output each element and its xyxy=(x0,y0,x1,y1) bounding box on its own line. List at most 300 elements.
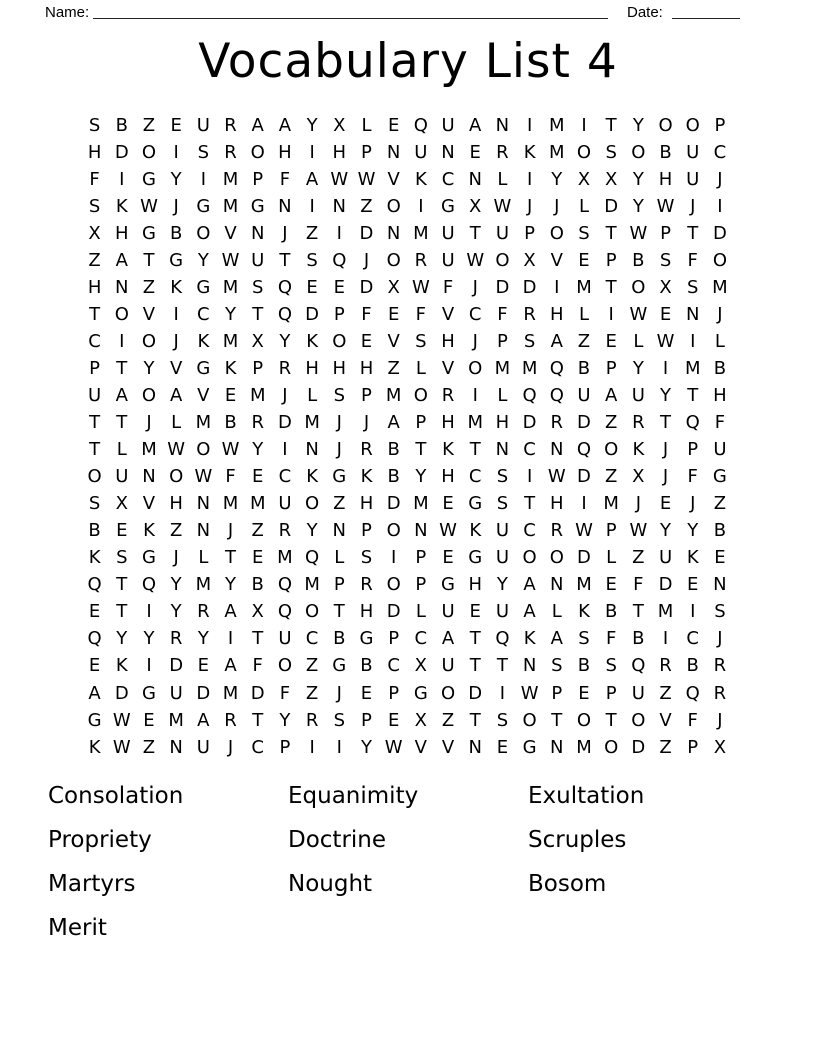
grid-cell: B xyxy=(577,655,591,677)
grid-cell: N xyxy=(196,520,211,542)
grid-cell: J xyxy=(526,195,533,217)
grid-cell: U xyxy=(658,547,673,569)
grid-cell: O xyxy=(386,574,401,596)
grid-cell: Q xyxy=(495,628,510,650)
grid-cell: I xyxy=(526,168,533,190)
grid-cell: R xyxy=(550,412,564,434)
grid-cell: E xyxy=(143,709,155,731)
grid-cell: E xyxy=(469,141,481,163)
grid-cell: E xyxy=(605,330,617,352)
grid-cell: W xyxy=(112,709,131,731)
grid-cell: I xyxy=(499,682,506,704)
grid-cell: Y xyxy=(197,628,209,650)
grid-cell: U xyxy=(441,222,455,244)
grid-cell: D xyxy=(631,736,646,758)
grid-cell: E xyxy=(387,114,400,136)
grid-cell: Q xyxy=(87,628,102,650)
grid-cell: A xyxy=(441,628,455,650)
grid-cell: U xyxy=(88,384,102,406)
grid-cell: P xyxy=(252,168,264,190)
grid-cell: R xyxy=(360,439,373,461)
grid-cell: S xyxy=(333,384,345,406)
grid-cell: N xyxy=(115,276,129,298)
grid-cell: N xyxy=(550,574,564,596)
grid-cell: O xyxy=(196,222,211,244)
grid-cell: Q xyxy=(549,357,564,379)
grid-cell: N xyxy=(685,303,700,325)
grid-cell: Q xyxy=(141,574,157,596)
grid-cell: D xyxy=(712,222,727,244)
grid-cell: T xyxy=(225,547,237,569)
grid-cell: Y xyxy=(116,628,128,650)
grid-cell: I xyxy=(554,276,560,298)
grid-cell: A xyxy=(169,384,183,406)
grid-cell: F xyxy=(442,276,454,298)
grid-cell: G xyxy=(141,168,156,190)
grid-cell: I xyxy=(581,493,587,515)
grid-cell: L xyxy=(497,384,508,406)
grid-cell: P xyxy=(388,628,400,650)
grid-cell: S xyxy=(252,276,264,298)
grid-cell: F xyxy=(279,682,291,704)
grid-cell: X xyxy=(659,276,672,298)
grid-cell: A xyxy=(115,384,128,406)
grid-cell: O xyxy=(549,222,564,244)
grid-cell: E xyxy=(170,114,182,136)
grid-cell: U xyxy=(441,655,455,677)
grid-cell: M xyxy=(222,168,239,190)
grid-cell: R xyxy=(659,655,672,677)
grid-cell: Y xyxy=(252,439,264,461)
grid-cell: B xyxy=(686,655,699,677)
grid-cell: A xyxy=(387,412,400,434)
grid-cell: X xyxy=(414,655,428,677)
grid-cell: W xyxy=(439,520,457,542)
grid-cell: Y xyxy=(660,384,672,406)
grid-cell: N xyxy=(196,493,211,515)
grid-cell: E xyxy=(252,547,264,569)
grid-cell: I xyxy=(690,601,696,623)
grid-cell: E xyxy=(306,276,318,298)
grid-cell: Y xyxy=(170,601,182,623)
grid-cell: Y xyxy=(170,168,182,190)
grid-cell: U xyxy=(196,736,210,758)
grid-cell: V xyxy=(197,384,210,406)
grid-cell: P xyxy=(415,574,427,596)
grid-cell: J xyxy=(554,195,560,217)
grid-cell: F xyxy=(279,168,291,190)
grid-cell: H xyxy=(359,357,374,379)
grid-cell: N xyxy=(305,439,319,461)
grid-cell: C xyxy=(468,466,482,488)
grid-cell: N xyxy=(414,520,428,542)
grid-cell: T xyxy=(116,357,128,379)
grid-cell: F xyxy=(633,574,644,596)
grid-cell: P xyxy=(687,439,699,461)
grid-cell: T xyxy=(143,249,155,271)
grid-cell: E xyxy=(88,601,101,623)
word-list-item: Doctrine xyxy=(288,827,387,853)
grid-cell: S xyxy=(659,249,672,271)
grid-cell: K xyxy=(360,466,373,488)
grid-cell: M xyxy=(222,682,239,704)
grid-cell: F xyxy=(714,412,726,434)
grid-cell: I xyxy=(200,168,206,190)
grid-cell: Y xyxy=(632,357,644,379)
grid-cell: E xyxy=(442,547,454,569)
grid-cell: L xyxy=(334,547,345,569)
grid-cell: Q xyxy=(413,114,428,136)
grid-cell: F xyxy=(687,249,698,271)
grid-cell: Y xyxy=(170,574,182,596)
grid-cell: L xyxy=(606,547,617,569)
grid-cell: K xyxy=(224,357,237,379)
grid-cell: G xyxy=(332,655,347,677)
grid-cell: J xyxy=(282,222,288,244)
grid-cell: C xyxy=(305,628,319,650)
word-list xyxy=(0,774,816,974)
grid-cell: W xyxy=(357,168,376,190)
grid-cell: J xyxy=(690,195,696,217)
grid-cell: J xyxy=(635,493,641,515)
grid-cell: N xyxy=(441,141,455,163)
grid-cell: W xyxy=(411,276,430,298)
grid-cell: I xyxy=(146,655,152,677)
grid-cell: Y xyxy=(660,520,672,542)
grid-cell: B xyxy=(632,628,645,650)
grid-cell: V xyxy=(387,168,400,190)
grid-cell: Q xyxy=(549,384,564,406)
grid-cell: M xyxy=(413,493,429,515)
grid-cell: L xyxy=(415,601,426,623)
grid-cell: H xyxy=(359,493,374,515)
grid-cell: M xyxy=(576,574,592,596)
grid-cell: K xyxy=(632,439,645,461)
grid-cell: H xyxy=(332,141,347,163)
grid-cell: J xyxy=(227,736,234,758)
grid-cell: T xyxy=(660,412,672,434)
grid-cell: V xyxy=(142,303,156,325)
grid-cell: Z xyxy=(387,357,400,379)
grid-cell: E xyxy=(197,655,210,677)
grid-cell: G xyxy=(332,466,347,488)
grid-cell: M xyxy=(222,195,239,217)
grid-cell: P xyxy=(415,412,427,434)
grid-cell: U xyxy=(577,384,591,406)
date-blank-line xyxy=(672,2,740,19)
grid-cell: T xyxy=(252,709,264,731)
grid-cell: N xyxy=(550,439,564,461)
grid-cell: I xyxy=(336,222,342,244)
grid-cell: O xyxy=(141,141,157,163)
grid-cell: Y xyxy=(496,574,508,596)
grid-cell: J xyxy=(363,249,370,271)
grid-cell: Q xyxy=(277,574,292,596)
grid-cell: Q xyxy=(685,412,700,434)
grid-cell: D xyxy=(196,682,211,704)
grid-cell: O xyxy=(495,249,510,271)
grid-cell: O xyxy=(386,520,401,542)
grid-cell: H xyxy=(550,493,564,515)
grid-cell: P xyxy=(279,736,291,758)
grid-cell: I xyxy=(690,330,696,352)
grid-cell: W xyxy=(167,439,186,461)
grid-cell: E xyxy=(252,466,264,488)
grid-cell: P xyxy=(524,222,536,244)
grid-cell: V xyxy=(169,357,183,379)
grid-cell: M xyxy=(521,357,538,379)
grid-cell: P xyxy=(496,330,508,352)
word-list-column xyxy=(288,774,528,906)
grid-cell: M xyxy=(576,276,592,298)
grid-cell: T xyxy=(279,249,291,271)
grid-cell: B xyxy=(333,628,346,650)
grid-cell: K xyxy=(143,520,155,542)
grid-cell: W xyxy=(493,195,512,217)
grid-cell: G xyxy=(196,195,211,217)
grid-cell: D xyxy=(114,682,129,704)
grid-cell: R xyxy=(224,141,237,163)
grid-cell: D xyxy=(305,303,320,325)
grid-cell: N xyxy=(495,114,510,136)
grid-cell: E xyxy=(442,493,454,515)
grid-cell: Z xyxy=(604,466,618,488)
grid-cell: J xyxy=(173,547,179,569)
grid-cell: S xyxy=(578,628,590,650)
grid-cell: N xyxy=(332,195,347,217)
grid-cell: B xyxy=(577,357,591,379)
grid-cell: N xyxy=(468,168,482,190)
grid-cell: H xyxy=(332,357,347,379)
grid-cell: D xyxy=(359,222,374,244)
grid-cell: X xyxy=(88,222,101,244)
grid-cell: G xyxy=(712,466,727,488)
grid-cell: P xyxy=(687,736,699,758)
word-list-column xyxy=(48,774,288,950)
grid-cell: Q xyxy=(522,384,537,406)
grid-cell: S xyxy=(578,222,590,244)
grid-cell: Q xyxy=(87,574,102,596)
grid-cell: S xyxy=(687,276,699,298)
grid-cell: W xyxy=(384,736,403,758)
grid-cell: C xyxy=(523,439,536,461)
grid-cell: V xyxy=(441,736,455,758)
grid-cell: G xyxy=(87,709,102,731)
grid-cell: I xyxy=(119,168,125,190)
grid-cell: M xyxy=(712,276,728,298)
grid-cell: O xyxy=(250,141,265,163)
grid-cell: Y xyxy=(143,628,155,650)
grid-cell: H xyxy=(169,493,183,515)
grid-cell: Q xyxy=(631,655,646,677)
grid-cell: X xyxy=(251,601,264,623)
grid-cell: K xyxy=(115,195,128,217)
grid-cell: Z xyxy=(713,493,727,515)
grid-cell: Y xyxy=(225,303,237,325)
grid-cell: H xyxy=(550,303,564,325)
grid-cell: N xyxy=(550,736,564,758)
word-list-item: Consolation xyxy=(48,783,184,809)
grid-cell: X xyxy=(632,466,645,488)
grid-cell: T xyxy=(687,384,699,406)
grid-cell: T xyxy=(469,439,481,461)
grid-cell: P xyxy=(361,384,372,406)
grid-cell: D xyxy=(468,682,483,704)
name-blank-line xyxy=(93,2,608,19)
grid-cell: R xyxy=(360,574,373,596)
grid-cell: X xyxy=(251,330,264,352)
grid-cell: H xyxy=(495,412,510,434)
grid-cell: T xyxy=(496,655,508,677)
grid-cell: M xyxy=(603,493,619,515)
grid-cell: I xyxy=(336,736,342,758)
grid-cell: R xyxy=(224,114,237,136)
grid-cell: C xyxy=(441,168,455,190)
grid-cell: E xyxy=(360,330,373,352)
word-list-item: Merit xyxy=(48,915,107,941)
grid-cell: K xyxy=(306,330,318,352)
grid-cell: O xyxy=(712,249,727,271)
grid-cell: Z xyxy=(142,114,156,136)
grid-cell: E xyxy=(387,303,400,325)
grid-cell: H xyxy=(468,574,482,596)
grid-cell: R xyxy=(713,682,727,704)
grid-cell: M xyxy=(249,493,266,515)
grid-cell: I xyxy=(662,628,669,650)
grid-cell: A xyxy=(550,628,563,650)
grid-cell: C xyxy=(387,655,400,677)
grid-cell: F xyxy=(225,466,236,488)
grid-cell: S xyxy=(496,466,509,488)
grid-cell: A xyxy=(604,384,618,406)
grid-cell: G xyxy=(413,682,428,704)
grid-cell: W xyxy=(629,520,648,542)
grid-cell: T xyxy=(551,709,563,731)
grid-cell: G xyxy=(196,276,211,298)
grid-cell: L xyxy=(171,412,182,434)
grid-cell: O xyxy=(604,736,619,758)
grid-cell: O xyxy=(141,330,157,352)
grid-cell: R xyxy=(414,249,428,271)
grid-cell: Z xyxy=(577,330,591,352)
grid-cell: A xyxy=(550,330,563,352)
grid-cell: D xyxy=(658,574,673,596)
grid-cell: J xyxy=(146,412,152,434)
grid-cell: G xyxy=(141,547,156,569)
grid-cell: M xyxy=(385,384,402,406)
grid-cell: R xyxy=(496,141,509,163)
grid-cell: U xyxy=(414,141,428,163)
grid-cell: A xyxy=(523,601,536,623)
grid-cell: W xyxy=(221,439,240,461)
grid-cell: E xyxy=(687,574,699,596)
grid-cell: K xyxy=(88,547,101,569)
grid-cell: P xyxy=(333,303,345,325)
grid-cell: W xyxy=(112,736,131,758)
grid-cell: U xyxy=(115,466,129,488)
grid-cell: Y xyxy=(632,168,644,190)
grid-cell: R xyxy=(441,384,455,406)
grid-cell: X xyxy=(604,168,618,190)
grid-cell: O xyxy=(685,114,700,136)
grid-cell: W xyxy=(140,195,158,217)
grid-cell: H xyxy=(441,412,455,434)
grid-cell: G xyxy=(196,357,211,379)
grid-cell: Y xyxy=(306,114,318,136)
grid-cell: M xyxy=(304,574,320,596)
grid-cell: R xyxy=(632,412,645,434)
grid-cell: W xyxy=(629,303,648,325)
grid-cell: D xyxy=(386,601,401,623)
grid-cell: G xyxy=(441,195,455,217)
grid-cell: R xyxy=(278,357,292,379)
grid-cell: V xyxy=(441,357,455,379)
grid-cell: Y xyxy=(415,466,427,488)
grid-cell: O xyxy=(169,466,184,488)
grid-cell: Y xyxy=(197,249,209,271)
grid-cell: R xyxy=(523,303,536,325)
grid-cell: P xyxy=(89,357,101,379)
grid-cell: X xyxy=(469,195,482,217)
grid-cell: X xyxy=(713,736,727,758)
grid-cell: I xyxy=(309,736,315,758)
grid-cell: I xyxy=(717,195,723,217)
word-list-item: Scruples xyxy=(528,827,627,853)
grid-cell: J xyxy=(472,330,478,352)
grid-cell: R xyxy=(251,412,264,434)
grid-cell: Z xyxy=(142,736,156,758)
grid-cell: A xyxy=(305,168,319,190)
grid-cell: R xyxy=(713,655,727,677)
grid-cell: P xyxy=(252,357,264,379)
grid-cell: X xyxy=(115,493,128,515)
grid-cell: O xyxy=(576,141,592,163)
grid-cell: X xyxy=(387,276,400,298)
date-label: Date: xyxy=(627,4,663,21)
grid-cell: E xyxy=(360,682,373,704)
grid-cell: O xyxy=(332,330,347,352)
grid-cell: E xyxy=(469,601,481,623)
grid-cell: K xyxy=(414,168,427,190)
grid-cell: J xyxy=(472,276,478,298)
grid-cell: F xyxy=(89,168,100,190)
grid-cell: J xyxy=(662,466,669,488)
grid-cell: K xyxy=(170,276,183,298)
grid-cell: D xyxy=(577,412,591,434)
grid-cell: M xyxy=(222,330,239,352)
grid-cell: F xyxy=(415,303,427,325)
grid-cell: I xyxy=(662,357,669,379)
grid-cell: L xyxy=(578,195,589,217)
grid-cell: L xyxy=(415,357,426,379)
grid-cell: U xyxy=(196,114,210,136)
grid-cell: E xyxy=(333,276,345,298)
grid-cell: E xyxy=(116,520,128,542)
grid-cell: V xyxy=(387,330,400,352)
grid-cell: D xyxy=(386,493,401,515)
grid-cell: P xyxy=(361,141,372,163)
grid-cell: T xyxy=(415,439,427,461)
grid-cell: W xyxy=(466,249,485,271)
grid-cell: K xyxy=(686,547,699,569)
grid-cell: U xyxy=(169,682,183,704)
grid-cell: F xyxy=(687,466,698,488)
grid-cell: Y xyxy=(225,574,237,596)
grid-cell: D xyxy=(250,682,265,704)
grid-cell: V xyxy=(224,222,237,244)
grid-cell: M xyxy=(168,709,184,731)
grid-cell: M xyxy=(467,412,483,434)
